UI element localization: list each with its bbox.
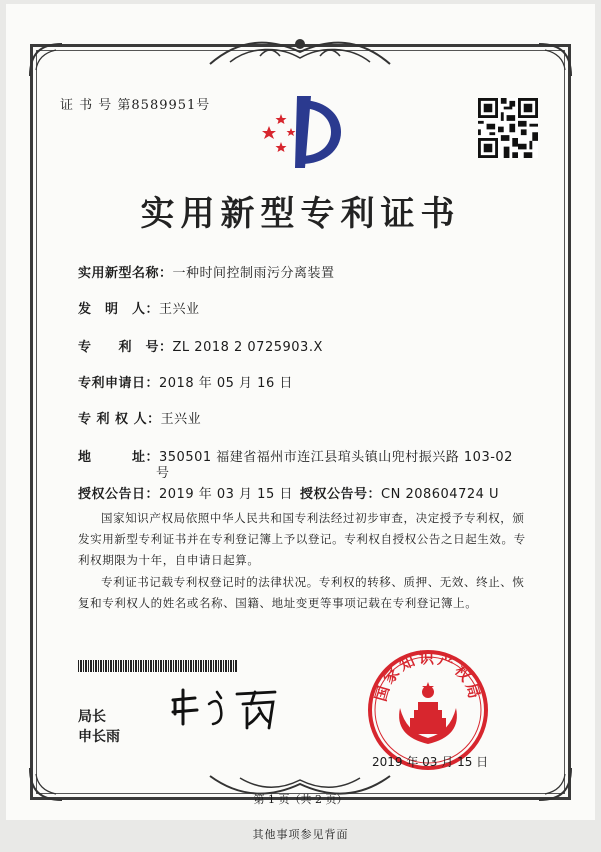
field-value: 350501 福建省福州市连江县琯头镇山兜村振兴路 103-02: [159, 450, 513, 465]
field-address-continued: [156, 462, 170, 481]
field-value: 王兴业: [159, 302, 200, 317]
seal-date: 2019 年 03 月 15 日: [372, 755, 489, 769]
patent-office-logo-icon: [255, 92, 350, 170]
signature: [165, 680, 285, 738]
barcode: [78, 660, 238, 672]
corner-ornament-tl: [26, 40, 66, 80]
field-label: 发 明 人：: [78, 302, 160, 317]
field-label: 专利申请日：: [78, 376, 160, 391]
corner-ornament-tr: [535, 40, 575, 80]
document-title: 实用新型专利证书: [140, 194, 461, 234]
official-name: 申长雨: [78, 729, 120, 745]
footer-note: 其他事项参见背面: [252, 828, 349, 841]
svg-text:国家知识产权局: 国家知识产权局: [371, 649, 485, 704]
field-inventor: [78, 298, 200, 317]
field-value: CN 208604724 U: [381, 487, 500, 502]
field-patentee: [78, 408, 201, 427]
certificate-number: 证 书 号 第8589951号: [60, 98, 211, 113]
field-grant-number: [300, 483, 499, 502]
paragraph-legal-status: 专利证书记载专利权登记时的法律状况。专利权的转移、质押、无效、终止、恢复和专利权人的姓名或名称、国籍、地址变更等事项记载在专利登记簿上。: [78, 575, 525, 610]
field-label: 授权公告号：: [300, 487, 382, 502]
field-value: 2019 年 03 月 15 日: [159, 487, 293, 502]
page-number: 第 1 页（共 2 页）: [253, 793, 348, 806]
field-label: 授权公告日：: [78, 487, 160, 502]
field-value: 一种时间控制雨污分离装置: [172, 266, 335, 281]
qr-code-icon: [478, 98, 538, 158]
field-patent-number: [78, 336, 323, 355]
field-value: ZL 2018 2 0725903.X: [172, 340, 323, 355]
official-title: 局长: [78, 709, 106, 725]
field-label: 地 址：: [78, 450, 160, 465]
field-value: 王兴业: [160, 412, 202, 427]
field-grant-date: [78, 483, 293, 502]
top-ornament: [200, 34, 400, 70]
paragraph-grant-decision: 国家知识产权局依照中华人民共和国专利法经过初步审查，决定授予专利权，颁发实用新型专利证书并在专利登记簿上予以登记。专利权自授权公告之日起生效。专利权期限为十年，自申请日起算。: [78, 511, 526, 567]
field-utility-model-name: [78, 262, 335, 281]
field-label: 实用新型名称：: [78, 266, 173, 281]
field-value: 号: [156, 466, 170, 481]
field-filing-date: [78, 372, 293, 391]
field-label: 专 利 权 人：: [78, 412, 161, 427]
field-label: 专 利 号：: [78, 340, 173, 355]
field-value: 2018 年 05 月 16 日: [159, 376, 293, 391]
field-address: [78, 446, 513, 465]
